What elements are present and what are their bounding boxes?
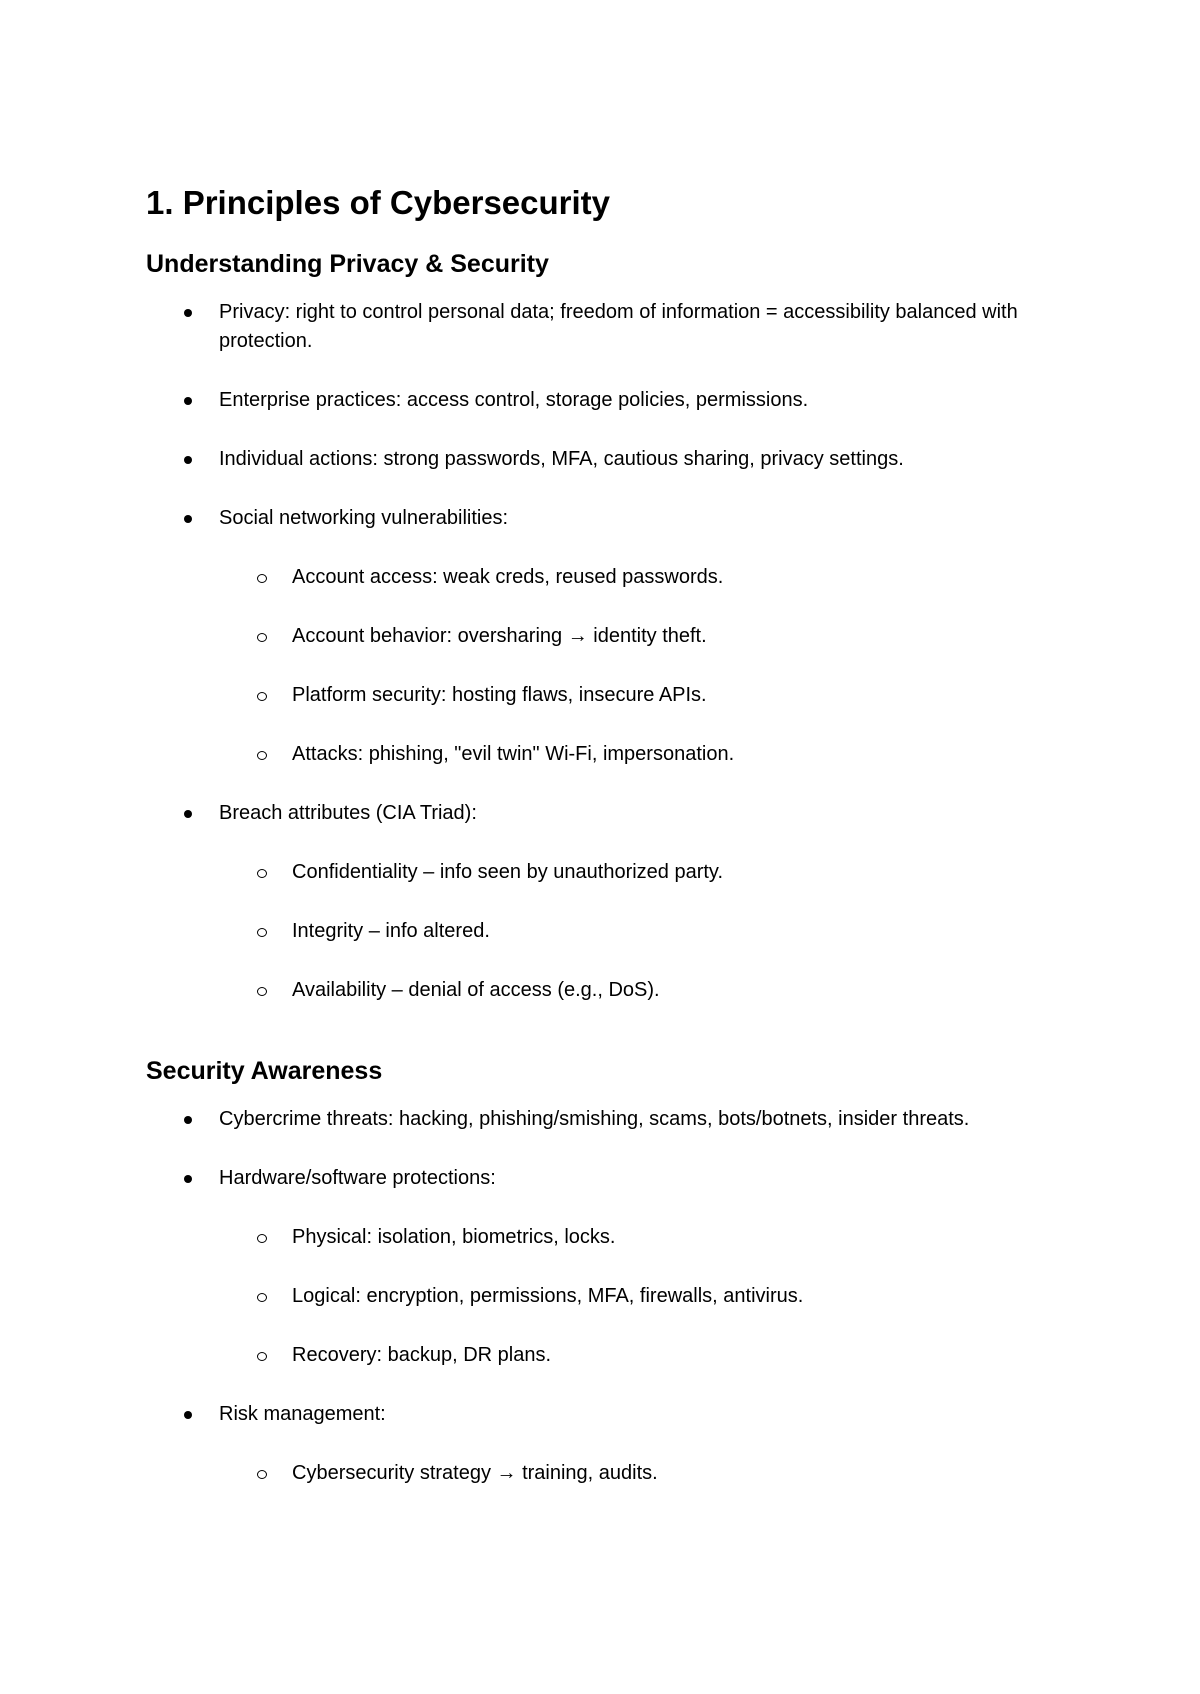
filled-bullet-icon (184, 456, 192, 464)
section-heading-security-awareness: Security Awareness (146, 1057, 383, 1085)
hollow-bullet-icon (257, 633, 267, 642)
list-item-text: Platform security: hosting flaws, insecure APIs. (292, 684, 707, 706)
filled-bullet-icon (184, 309, 192, 317)
filled-bullet-icon (184, 1411, 192, 1419)
sub-list-item (146, 740, 1106, 769)
hollow-bullet-icon (257, 692, 267, 701)
filled-bullet-icon (184, 1116, 192, 1124)
list-item-text: Social networking vulnerabilities: (219, 507, 509, 529)
sub-list-item (146, 681, 1106, 710)
list-item (146, 1164, 1106, 1193)
list-item-text: Account behavior: oversharing → identity theft. (292, 625, 707, 647)
filled-bullet-icon (184, 515, 192, 523)
document-title: 1. Principles of Cybersecurity (146, 184, 611, 221)
sub-list-item (146, 976, 1106, 1005)
sub-list-item (146, 622, 1106, 651)
list-item (146, 1400, 1106, 1429)
sub-list-item (146, 1223, 1106, 1252)
list-item (146, 1105, 1106, 1134)
hollow-bullet-icon (257, 1470, 267, 1479)
hollow-bullet-icon (257, 869, 267, 878)
sub-list-item (146, 1459, 1106, 1488)
security-awareness-list (146, 1105, 1106, 1488)
filled-bullet-icon (184, 810, 192, 818)
list-item-text: Cybercrime threats: hacking, phishing/smishing, scams, bots/botnets, insider threats. (219, 1108, 970, 1130)
list-item-text: Cybersecurity strategy → training, audits. (292, 1462, 658, 1484)
hollow-bullet-icon (257, 751, 267, 760)
sub-list-item (146, 858, 1106, 887)
hollow-bullet-icon (257, 574, 267, 583)
list-item-text: Confidentiality – info seen by unauthorized party. (292, 861, 724, 883)
sub-list-item (146, 917, 1106, 946)
list-item (146, 799, 1106, 828)
list-item (146, 386, 1106, 415)
list-item-text: Physical: isolation, biometrics, locks. (292, 1226, 616, 1248)
hollow-bullet-icon (257, 1234, 267, 1243)
list-item-text: Attacks: phishing, "evil twin" Wi-Fi, impersonation. (292, 743, 735, 765)
list-item-text: Privacy: right to control personal data; freedom of information = accessibility balanced with protection. (219, 301, 1018, 352)
list-item-text: Hardware/software protections: (219, 1167, 496, 1189)
list-item-text: Risk management: (219, 1403, 386, 1425)
document-content (146, 178, 1106, 1488)
filled-bullet-icon (184, 1175, 192, 1183)
section-heading-privacy-security: Understanding Privacy & Security (146, 250, 549, 278)
list-item (146, 298, 1106, 356)
sub-list-item (146, 563, 1106, 592)
filled-bullet-icon (184, 397, 192, 405)
list-item (146, 445, 1106, 474)
hollow-bullet-icon (257, 928, 267, 937)
sub-list-item (146, 1282, 1106, 1311)
list-item-text: Enterprise practices: access control, storage policies, permissions. (219, 389, 809, 411)
sub-list-item (146, 1341, 1106, 1370)
list-item-text: Account access: weak creds, reused passwords. (292, 566, 724, 588)
list-item-text: Logical: encryption, permissions, MFA, firewalls, antivirus. (292, 1285, 804, 1307)
list-item-text: Breach attributes (CIA Triad): (219, 802, 477, 824)
list-item-text: Recovery: backup, DR plans. (292, 1344, 552, 1366)
hollow-bullet-icon (257, 1352, 267, 1361)
hollow-bullet-icon (257, 1293, 267, 1302)
list-item-text: Individual actions: strong passwords, MFA, cautious sharing, privacy settings. (219, 448, 904, 470)
list-item-text: Integrity – info altered. (292, 920, 490, 942)
list-item (146, 504, 1106, 533)
list-item-text: Availability – denial of access (e.g., DoS). (292, 979, 660, 1001)
privacy-security-list (146, 298, 1106, 1005)
hollow-bullet-icon (257, 987, 267, 996)
